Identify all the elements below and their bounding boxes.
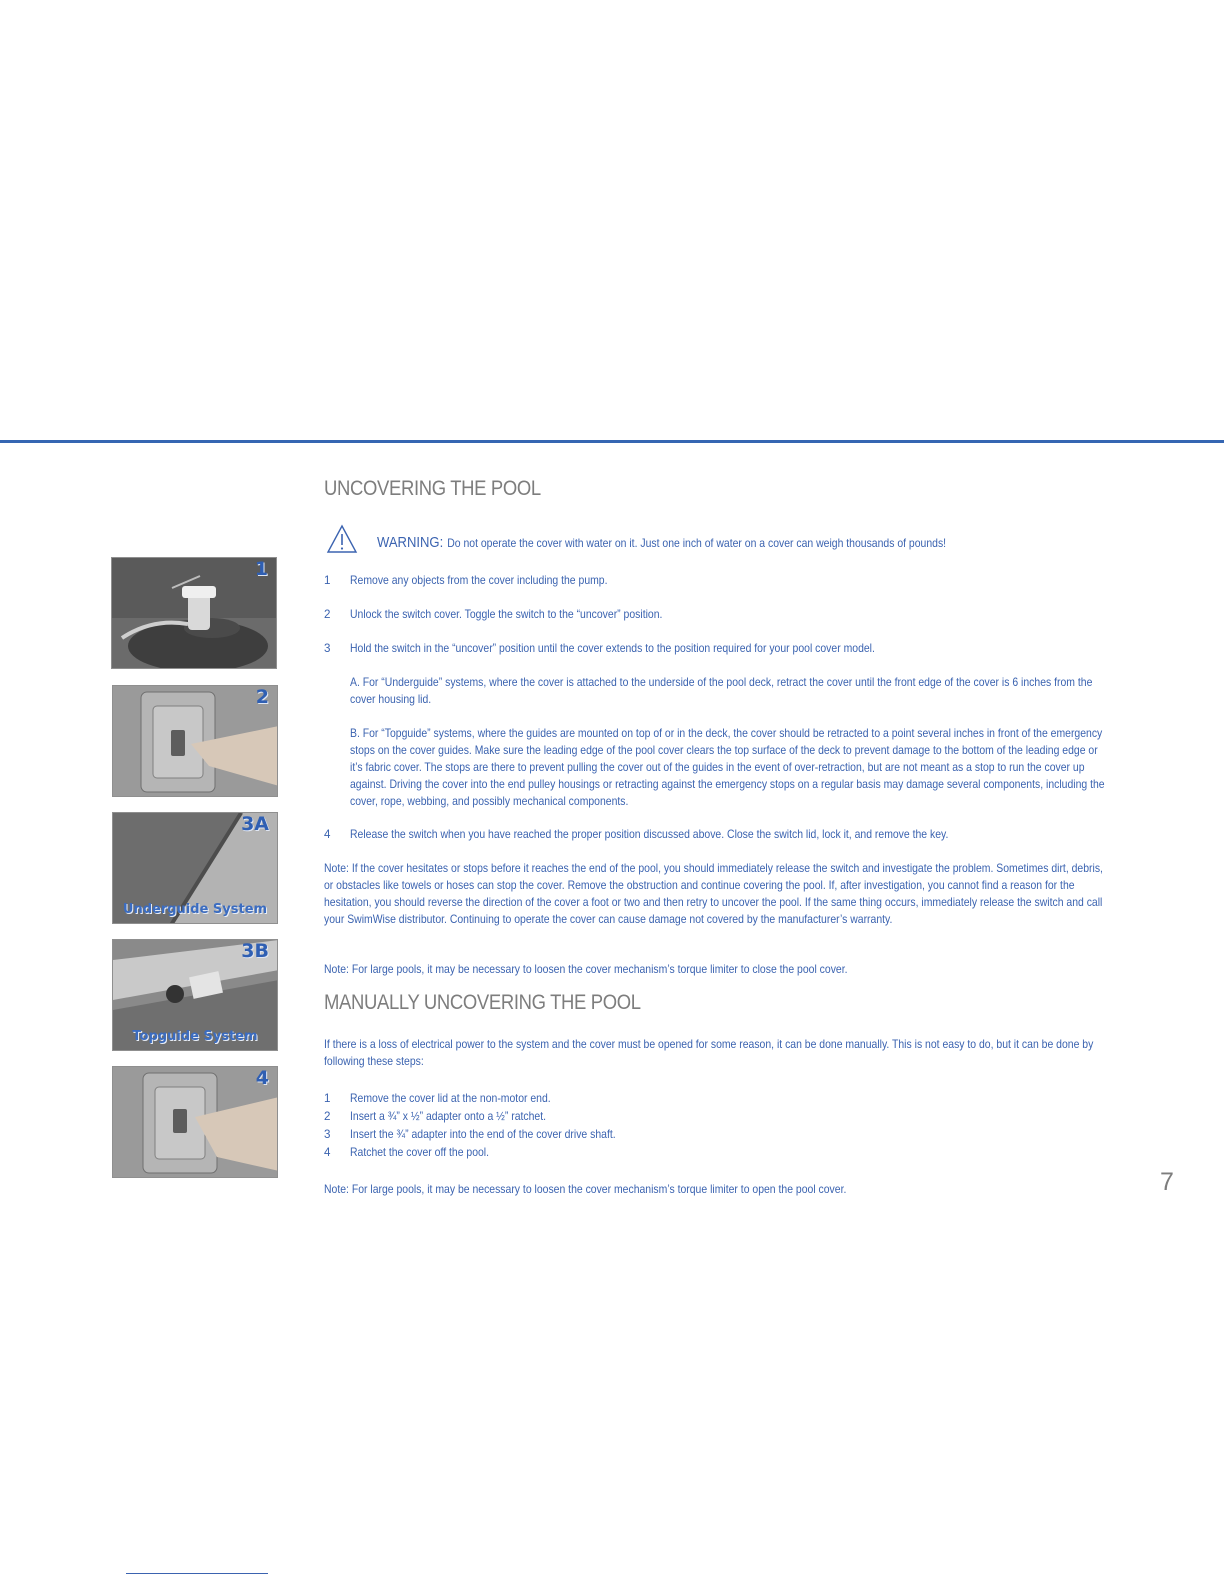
step-text: Remove the cover lid at the non-motor end. (350, 1092, 551, 1105)
step-text: Insert a ¾” x ½” adapter onto a ½” ratchet. (350, 1110, 547, 1123)
warning-label: WARNING: (377, 535, 444, 551)
step-text: Unlock the switch cover. Toggle the switch to the “uncover” position. (350, 608, 663, 621)
photo-switch-lock (112, 1066, 278, 1178)
section-title-manual: MANUALLY UNCOVERING THE POOL (324, 991, 641, 1014)
photo-underguide (112, 812, 278, 924)
step-text: Insert the ¾” adapter into the end of the cover drive shaft. (350, 1128, 616, 1141)
photo-pump (111, 557, 277, 669)
section-title-uncovering: UNCOVERING THE POOL (324, 477, 541, 500)
photo-label: 3B (241, 940, 269, 962)
photo-switch (112, 685, 278, 797)
photo-label: 4 (255, 1067, 269, 1089)
pump-photo-graphic (112, 558, 277, 669)
step-number: 3 (324, 642, 331, 655)
photo-caption: Topguide System (132, 1029, 258, 1044)
photo-caption: Underguide System (122, 902, 268, 917)
note-torque-open: Note: For large pools, it may be necessary to loosen the cover mechanism’s torque limiter to open the pool cover. (324, 1183, 847, 1196)
warning-icon (326, 524, 358, 554)
substep-topguide: B. For “Topguide” systems, where the guides are mounted on top of or in the deck, the cover should be retracted to a point several inches in front of the emergency stops on the cover guides. Make sure the leading edge of the pool cover clears the top surface of the deck to prevent damage to the bottom of the leading edge or it’s fabric cover. The stops are there to prevent pulling the cover out of the guides in the event of over-retraction, but are not meant as a stop to run the cover up against. Driving the cover into the end pulley housings or retracting against the emergency stops on a regular basis may damage several components, including the cover, rope, webbing, and possibly mechanical components. (350, 727, 1105, 808)
warning-line (377, 534, 946, 552)
step-text: Ratchet the cover off the pool. (350, 1146, 490, 1159)
step-number: 3 (324, 1128, 331, 1141)
step-number: 4 (324, 1146, 331, 1159)
note-hesitation: Note: If the cover hesitates or stops before it reaches the end of the pool, you should immediately release the switch and investigate the problem. Sometimes dirt, debris, or obstacles like towels or hoses can stop the cover. Remove the obstruction and continue covering the pool. If, after investigation, you cannot find a reason for the hesitation, you should reverse the direction of the cover a foot or two and then retry to uncover the pool. If the same thing occurs, immediately release the switch and call your SwimWise distributor. Continuing to operate the cover can cause damage not covered by the manufacturer’s warranty. (324, 862, 1103, 926)
photo-topguide (112, 939, 278, 1051)
step-number: 2 (324, 608, 331, 621)
step-text: Remove any objects from the cover including the pump. (350, 574, 608, 587)
step-number: 2 (324, 1110, 331, 1123)
step-number: 1 (324, 574, 331, 587)
step-text: Release the switch when you have reached the proper position discussed above. Close the switch lid, lock it, and remove the key. (350, 828, 949, 841)
note-torque-close: Note: For large pools, it may be necessary to loosen the cover mechanism’s torque limiter to close the pool cover. (324, 963, 848, 976)
substep-underguide: A. For “Underguide” systems, where the cover is attached to the underside of the pool deck, retract the cover until the front edge of the cover is 6 inches from the cover housing lid. (350, 676, 1093, 706)
header-rule (0, 440, 1224, 443)
footer-rule (126, 1573, 268, 1574)
photo-label: 1 (254, 558, 268, 580)
photo-label: 3A (241, 813, 269, 835)
step-text: Hold the switch in the “uncover” position until the cover extends to the position required for your pool cover model. (350, 642, 875, 655)
switch-lock-photo-graphic (113, 1067, 278, 1178)
photo-label: 2 (255, 686, 269, 708)
manual-intro: If there is a loss of electrical power to the system and the cover must be opened for some reason, it can be done manually. This is not easy to do, but it can be done by following these steps: (324, 1038, 1094, 1068)
page-number: 7 (1160, 1168, 1174, 1196)
switch-photo-graphic (113, 686, 278, 797)
warning-text: Do not operate the cover with water on it. Just one inch of water on a cover can weigh thousands of pounds! (447, 537, 947, 550)
step-number: 4 (324, 828, 331, 841)
step-number: 1 (324, 1092, 331, 1105)
